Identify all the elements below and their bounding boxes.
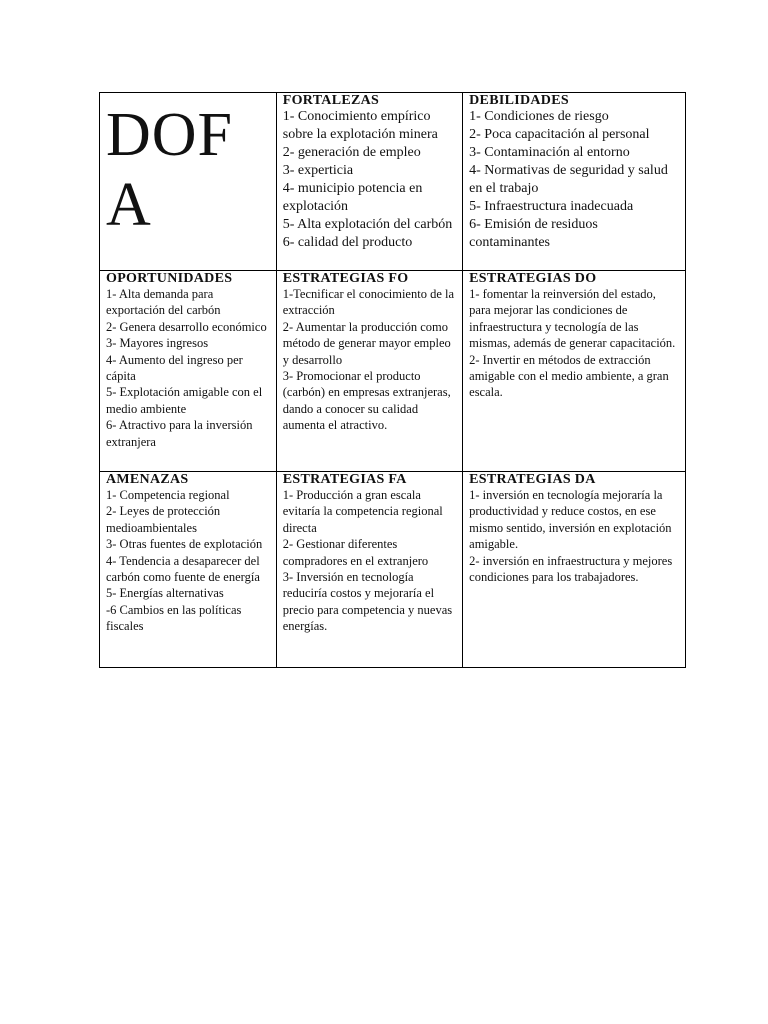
estrategias-do-cell bbox=[463, 271, 686, 472]
fortalezas-cell bbox=[276, 93, 462, 271]
debilidades-item: 4- Normativas de seguridad y salud en el trabajo bbox=[469, 163, 668, 196]
debilidades-item: 5- Infraestructura inadecuada bbox=[469, 199, 634, 214]
estrategias-fo-heading: ESTRATEGIAS FO bbox=[282, 271, 409, 286]
amenazas-heading: AMENAZAS bbox=[106, 472, 189, 487]
estrategias-da-item: 2- inversión en infraestructura y mejores condiciones para los trabajadores. bbox=[469, 553, 673, 585]
amenazas-item: 1- Competencia regional bbox=[106, 488, 230, 502]
debilidades-item: 3- Contaminación al entorno bbox=[469, 145, 630, 160]
estrategias-fo-item: 2- Aumentar la producción como método de generar mayor empleo y desarrollo bbox=[282, 319, 451, 367]
oportunidades-cell bbox=[100, 271, 277, 472]
amenazas-item: 3- Otras fuentes de explotación bbox=[106, 537, 263, 552]
fortalezas-item: 6- calidad del producto bbox=[282, 235, 413, 250]
oportunidades-item: 6- Atractivo para la inversión extranjera bbox=[106, 418, 253, 449]
matrix-row-header bbox=[100, 93, 686, 271]
estrategias-fa-item: 3- Inversión en tecnología reduciría costos y mejoraría el precio para competencia y nuevas energías. bbox=[282, 570, 453, 634]
debilidades-item: 2- Poca capacitación al personal bbox=[469, 127, 650, 142]
amenazas-cell bbox=[100, 472, 277, 668]
matrix-row-amenazas bbox=[100, 472, 686, 668]
debilidades-heading: DEBILIDADES bbox=[469, 93, 569, 108]
estrategias-da-heading: ESTRATEGIAS DA bbox=[469, 472, 596, 487]
estrategias-fo-item: 3- Promocionar el producto (carbón) en empresas extranjeras, dando a conocer su calidad aumenta el atractivo. bbox=[282, 369, 451, 433]
estrategias-fo-list bbox=[283, 286, 456, 434]
dofa-matrix-table bbox=[99, 92, 686, 668]
estrategias-fa-heading: ESTRATEGIAS FA bbox=[282, 472, 407, 487]
estrategias-fa-item: 1- Producción a gran escala evitaría la competencia regional directa bbox=[282, 488, 443, 535]
oportunidades-item: 2- Genera desarrollo económico bbox=[106, 319, 267, 334]
debilidades-list bbox=[469, 108, 679, 252]
amenazas-item: -6 Cambios en las políticas fiscales bbox=[106, 602, 242, 634]
amenazas-list bbox=[106, 487, 270, 635]
dofa-title-cell bbox=[100, 93, 277, 271]
estrategias-do-heading: ESTRATEGIAS DO bbox=[469, 271, 597, 286]
amenazas-item: 5- Energías alternativas bbox=[106, 586, 224, 601]
oportunidades-item: 1- Alta demanda para exportación del carbón bbox=[106, 287, 221, 318]
estrategias-fa-cell bbox=[276, 472, 462, 668]
fortalezas-item: 4- municipio potencia en explotación bbox=[282, 181, 423, 214]
estrategias-fa-item: 2- Gestionar diferentes compradores en el extranjero bbox=[282, 537, 429, 568]
dofa-title-line-2: A bbox=[106, 171, 152, 239]
dofa-title bbox=[106, 100, 270, 240]
estrategias-fo-item: 1-Tecnificar el conocimiento de la extracción bbox=[282, 287, 455, 318]
oportunidades-heading: OPORTUNIDADES bbox=[106, 271, 233, 286]
matrix-row-oportunidades bbox=[100, 271, 686, 472]
estrategias-da-cell bbox=[463, 472, 686, 668]
debilidades-item: 1- Condiciones de riesgo bbox=[469, 109, 609, 124]
estrategias-do-item: 2- Invertir en métodos de extracción amigable con el medio ambiente, a gran escala. bbox=[469, 352, 669, 400]
fortalezas-list bbox=[283, 108, 456, 252]
fortalezas-item: 5- Alta explotación del carbón bbox=[282, 217, 453, 232]
estrategias-fa-list bbox=[283, 487, 456, 635]
estrategias-da-list bbox=[469, 487, 679, 585]
debilidades-item: 6- Emisión de residuos contaminantes bbox=[469, 217, 598, 250]
oportunidades-item: 4- Aumento del ingreso per cápita bbox=[106, 352, 243, 384]
amenazas-item: 4- Tendencia a desaparecer del carbón como fuente de energía bbox=[106, 553, 260, 585]
amenazas-item: 2- Leyes de protección medioambientales bbox=[106, 504, 221, 535]
estrategias-do-list bbox=[469, 286, 679, 401]
oportunidades-list bbox=[106, 286, 270, 450]
dofa-title-line-1: DOF bbox=[106, 101, 234, 169]
fortalezas-item: 1- Conocimiento empírico sobre la explotación minera bbox=[282, 109, 438, 142]
debilidades-cell bbox=[463, 93, 686, 271]
fortalezas-heading: FORTALEZAS bbox=[282, 93, 380, 108]
fortalezas-item: 3- experticia bbox=[282, 163, 354, 178]
estrategias-fo-cell bbox=[276, 271, 462, 472]
estrategias-do-item: 1- fomentar la reinversión del estado, para mejorar las condiciones de infraestructura y tecnología de las mismas, además de generar capacitación. bbox=[469, 287, 676, 351]
estrategias-da-item: 1- inversión en tecnología mejoraría la productividad y reduce costos, en ese mismo sentido, inversión en explotación amigable. bbox=[469, 488, 672, 552]
oportunidades-item: 5- Explotación amigable con el medio ambiente bbox=[106, 385, 263, 416]
oportunidades-item: 3- Mayores ingresos bbox=[106, 336, 209, 351]
fortalezas-item: 2- generación de empleo bbox=[282, 145, 421, 160]
